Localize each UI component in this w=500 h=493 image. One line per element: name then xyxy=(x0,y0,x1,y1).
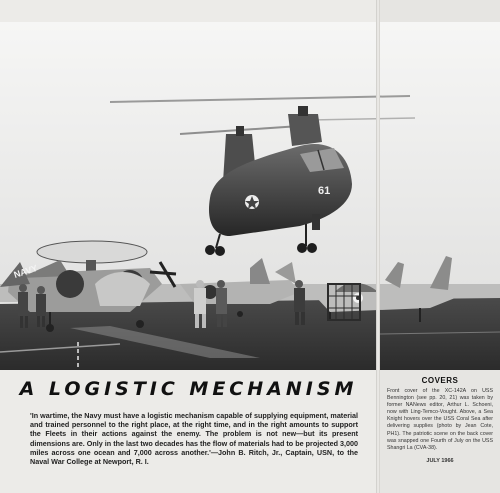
article-headline: A LOGISTIC MECHANISM xyxy=(19,378,358,400)
photo-illustration xyxy=(0,22,500,370)
crew-member xyxy=(18,292,28,316)
carrier-deck-photo xyxy=(0,22,500,370)
aircraft-marking: NAVY xyxy=(12,262,39,280)
issue-date: JULY 1966 xyxy=(426,458,454,464)
page-fold xyxy=(376,0,380,493)
helicopter-number: 61 xyxy=(318,185,331,197)
covers-heading: COVERS xyxy=(421,376,459,385)
crew-member xyxy=(36,294,46,316)
article-quote: 'In wartime, the Navy must have a logistic mechanism capable of supplying equipment, material and trained personnel to the right place, at the right time, and in the right amounts to support the Fleets in their actions against the enemy. The problem is not new—but its present dimensions are. Only in the last two decades has the flow of materials had to be projected 3,000 miles across one ocean and 7,000 across another.'—John B. Ritch, Jr., Captain, USN, to the Naval War College at Newport, R. I. xyxy=(30,411,358,467)
crew-member xyxy=(294,288,305,312)
crew-member xyxy=(216,288,227,314)
crew-member xyxy=(194,288,206,314)
covers-caption: Front cover of the XC-142A on USS Bennington (see pp. 20, 21) was taken by former NANews editor, Arthur L. Schoeni, now with Ling-Temco-Vought. Above, a Sea Knight hovers over the USS Coral Sea after delivering supplies (photo by Jean Cote, PH1). The patriotic scene on the back cover was snapped one Fourth of July on the USS Shangri La (CVA-38). xyxy=(387,388,493,451)
